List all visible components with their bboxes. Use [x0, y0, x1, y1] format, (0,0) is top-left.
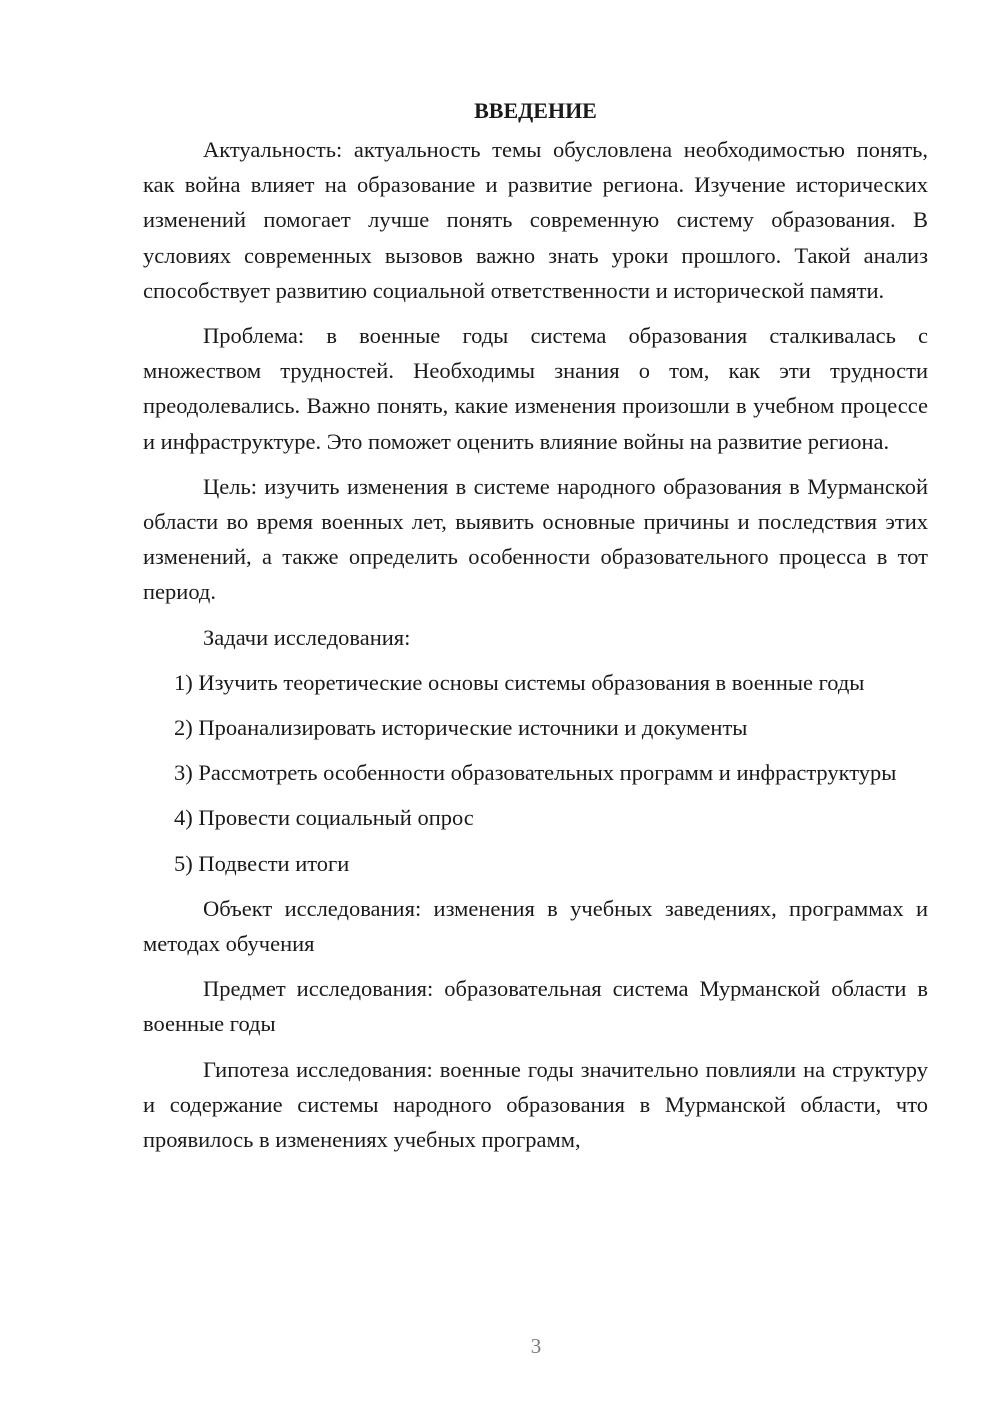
task-item-4: 4) Провести социальный опрос: [174, 805, 474, 831]
relevance-paragraph: Актуальность: актуальность темы обусловлена необходимостью понять, как война влияет на образование и развитие региона. Изучение исторических изменений помогает лучше понять современную систему образования. В условиях современных вызовов важно знать уроки прошлого. Такой анализ способствует развитию социальной ответственности и исторической памяти.: [143, 137, 928, 303]
task-item-1: 1) Изучить теоретические основы системы образования в военные годы: [174, 669, 865, 695]
page-number: 3: [530, 1334, 542, 1358]
goal-paragraph: Цель: изучить изменения в системе народного образования в Мурманской области во время военных лет, выявить основные причины и последствия этих изменений, а также определить особенности образовательного процесса в тот период.: [143, 473, 928, 605]
subject-paragraph: Предмет исследования: образовательная система Мурманской области в военные годы: [143, 976, 928, 1037]
section-heading: ВВЕДЕНИЕ: [474, 98, 597, 123]
task-item-2: 2) Проанализировать исторические источники и документы: [174, 715, 748, 741]
page-body: [143, 93, 928, 1157]
tasks-heading: Задачи исследования:: [203, 624, 411, 650]
task-item-3: 3) Рассмотреть особенности образовательных программ и инфраструктуры: [174, 760, 897, 786]
object-paragraph: Объект исследования: изменения в учебных заведениях, программах и методах обучения: [143, 895, 928, 957]
problem-paragraph: Проблема: в военные годы система образования сталкивалась с множеством трудностей. Необходимы знания о том, как эти трудности преодолевались. Важно понять, какие изменения произошли в учебном процессе и инфраструктуре. Это поможет оценить влияние войны на развитие региона.: [143, 323, 928, 454]
task-item-5: 5) Подвести итоги: [174, 850, 350, 876]
hypothesis-paragraph: Гипотеза исследования: военные годы значительно повлияли на структуру и содержание системы народного образования в Мурманской области, что проявилось в изменениях учебных программ,: [143, 1056, 928, 1153]
